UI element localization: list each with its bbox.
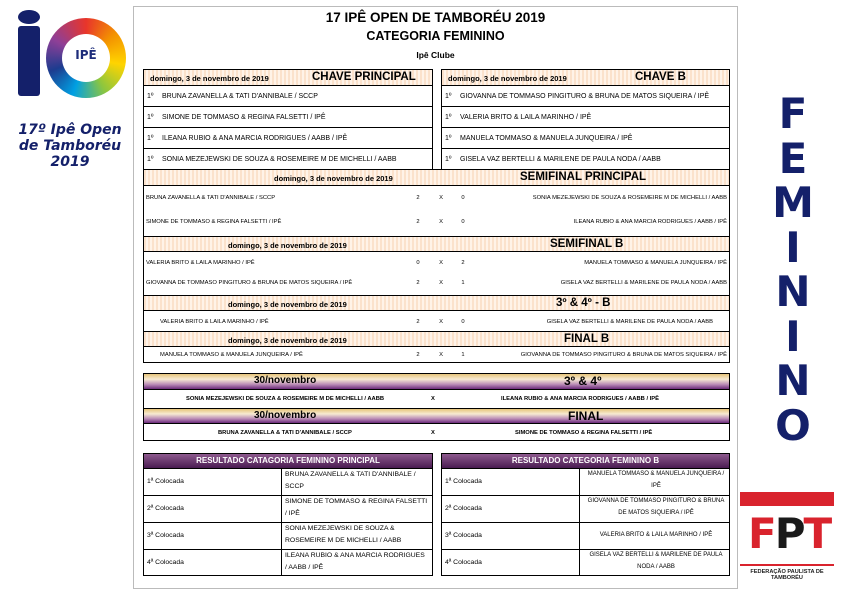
semifinal-b-title: SEMIFINAL B: [550, 238, 624, 250]
table-row: 3ª Colocada SONIA MEZEJEWSKI DE SOUZA & ROSEMEIRE M DE MICHELLI / AABB: [144, 522, 432, 549]
resultado-b-table: [441, 453, 730, 576]
table-row: 1º MANUELA TOMMASO & MANUELA JUNQUEIRA / IPÊ: [442, 129, 729, 149]
resultado-principal-table: [143, 453, 433, 576]
table-row: 4ª Colocada ILEANA RUBIO & ANA MARCIA RODRIGUES / AABB / IPÊ: [144, 549, 432, 576]
terceiro-principal-title: 3º & 4º: [564, 374, 602, 388]
table-row: 1º GIOVANNA DE TOMMASO PINGITURO & BRUNA DE MATOS SIQUEIRA / IPÊ: [442, 87, 729, 107]
table-row: 1º ILEANA RUBIO & ANA MARCIA RODRIGUES / AABB / IPÊ: [144, 129, 432, 149]
table-row: 1º VALERIA BRITO & LAILA MARINHO / IPÊ: [442, 108, 729, 128]
fpt-mark: FPT: [748, 509, 831, 558]
match-row: SIMONE DE TOMMASO & REGINA FALSETTI / IPÊ 2 X 0 ILEANA RUBIO & ANA MARCIA RODRIGUES / AABB / IPÊ: [146, 219, 727, 225]
logo-i-stem: [18, 26, 40, 96]
terceiro-principal-date: 30/novembro: [254, 375, 317, 386]
chave-principal-table: domingo, 3 de novembro de 2019 CHAVE PRINCIPAL 1º BRUNA ZAVANELLA & TATI D'ANNIBALE / SCCP 1º SIMONE DE TOMMASO & REGINA FALSETTI / IPÊ 1º ILEANA RUBIO & ANA MARCIA RODRIGUES / AABB / IPÊ 1º SONIA MEZEJEWSKI DE SOUZA & ROSEMEIRE M DE MICHELLI / AABB: [143, 69, 433, 170]
table-row: 1º GISELA VAZ BERTELLI & MARILENE DE PAULA NODA / AABB: [445, 156, 661, 163]
match-row: SONIA MEZEJEWSKI DE SOUZA & ROSEMEIRE M DE MICHELLI / AABB X ILEANA RUBIO & ANA MARCIA RODRIGUES / AABB / IPÊ: [186, 396, 660, 402]
category-title: CATEGORIA FEMININO: [366, 29, 505, 43]
fpt-name: FEDERAÇÃO PAULISTA DE TAMBORÉU: [740, 564, 834, 581]
table-row: 1º BRUNA ZAVANELLA & TATI D'ANNIBALE / SCCP: [144, 87, 432, 107]
logo-title: 17º Ipê Open de Tamboréu 2019: [18, 122, 122, 170]
tournament-sheet: [133, 6, 738, 589]
table-row: 1º SONIA MEZEJEWSKI DE SOUZA & ROSEMEIRE M DE MICHELLI / AABB: [147, 156, 397, 163]
final-principal-title: FINAL: [568, 409, 604, 423]
resultado-b-title: RESULTADO CATEGORIA FEMININO B: [442, 454, 729, 468]
table-row: 1º SIMONE DE TOMMASO & REGINA FALSETTI / IPÊ: [144, 108, 432, 128]
match-row: VALERIA BRITO & LAILA MARINHO / IPÊ 0 X 2 MANUELA TOMMASO & MANUELA JUNQUEIRA / IPÊ: [146, 260, 727, 266]
page-title: 17 IPÊ OPEN DE TAMBORÉU 2019: [325, 10, 546, 25]
match-row: BRUNA ZAVANELLA & TATI D'ANNIBALE / SCCP 2 X 0 SONIA MEZEJEWSKI DE SOUZA & ROSEMEIRE M DE MICHELLI / AABB: [146, 195, 727, 201]
match-row: BRUNA ZAVANELLA & TATI D'ANNIBALE / SCCP X SIMONE DE TOMMASO & REGINA FALSETTI / IPÊ: [218, 430, 653, 436]
logo-word: IPÊ: [75, 48, 97, 62]
venue: Ipê Clube: [416, 50, 455, 60]
match-row: GIOVANNA DE TOMMASO PINGITURO & BRUNA DE MATOS SIQUEIRA / IPÊ 2 X 1 GISELA VAZ BERTELLI & MARILENE DE PAULA NODA / AABB: [146, 280, 727, 286]
table-row: 1ª Colocada MANUELA TOMMASO & MANUELA JUNQUEIRA / IPÊ: [442, 468, 729, 495]
table-row: 3ª Colocada VALERIA BRITO & LAILA MARINHO / IPÊ: [442, 522, 729, 549]
table-row: 1ª Colocada BRUNA ZAVANELLA & TATI D'ANNIBALE / SCCP: [144, 468, 432, 495]
match-row: MANUELA TOMMASO & MANUELA JUNQUEIRA / IPÊ 2 X 1 GIOVANNA DE TOMMASO PINGITURO & BRUNA DE MATOS SIQUEIRA / IPÊ: [160, 352, 727, 358]
final-b-title: FINAL B: [564, 333, 610, 345]
finals-principal-table: [143, 373, 730, 441]
logo-i-dot: [18, 10, 40, 24]
feminino-vertical-title: F E M I N I N O: [772, 89, 814, 450]
semifinal-principal-title: SEMIFINAL PRINCIPAL: [520, 171, 647, 183]
chave-b-table: domingo, 3 de novembro de 2019 CHAVE B 1º GIOVANNA DE TOMMASO PINGITURO & BRUNA DE MATOS SIQUEIRA / IPÊ 1º VALERIA BRITO & LAILA MARINHO / IPÊ 1º MANUELA TOMMASO & MANUELA JUNQUEIRA / IPÊ 1º GISELA VAZ BERTELLI & MARILENE DE PAULA NODA / AABB: [441, 69, 730, 170]
table-row: 4ª Colocada GISELA VAZ BERTELLI & MARILENE DE PAULA NODA / AABB: [442, 549, 729, 576]
resultado-principal-title: RESULTADO CATAGORIA FEMININO PRINCIPAL: [144, 454, 432, 468]
chave-principal-title: CHAVE PRINCIPAL: [312, 71, 416, 83]
chave-b-title: CHAVE B: [635, 71, 686, 83]
terceiro-b-title: 3º & 4º - B: [556, 297, 611, 309]
matches-table: domingo, 3 de novembro de 2019 SEMIFINAL PRINCIPAL BRUNA ZAVANELLA & TATI D'ANNIBALE / SCCP 2 X 0 SONIA MEZEJEWSKI DE SOUZA & ROSEMEIRE M DE MICHELLI / AABB SIMONE DE TOMMASO & REGINA FALSETTI / IPÊ 2 X 0 ILEANA RUBIO & ANA MARCIA RODRIGUES / AABB / IPÊ domingo, 3 de novembro de 2019 SEMIFINAL B VALERIA BRITO & LAILA MARINHO / IPÊ 0 X 2 MANUELA TOMMASO & MANUELA JUNQUEIRA / IPÊ GIOVANNA DE TOMMASO PINGITURO & BRUNA DE MATOS SIQUEIRA / IPÊ 2 X 1 GISELA VAZ BERTELLI & MARILENE DE PAULA NODA / AABB domingo, 3 de novembro de 2019 3º & 4º - B VALERIA BRITO & LAILA MARINHO / IPÊ 2 X 0 GISELA VAZ BERTELLI & MARILENE DE PAULA NODA / AABB domingo, 3 de novembro de 2019 FINAL B MANUELA TOMMASO & MANUELA JUNQUEIRA / IPÊ 2 X 1 GIOVANNA DE TOMMASO PINGITURO & BRUNA DE MATOS SIQUEIRA / IPÊ: [143, 169, 730, 363]
fpt-logo: [740, 492, 834, 588]
final-principal-date: 30/novembro: [254, 410, 317, 421]
ipe-open-logo: [10, 6, 130, 171]
table-row: 2ª Colocada GIOVANNA DE TOMMASO PINGITURO & BRUNA DE MATOS SIQUEIRA / IPÊ: [442, 495, 729, 522]
table-row: 2ª Colocada SIMONE DE TOMMASO & REGINA FALSETTI / IPÊ: [144, 495, 432, 522]
match-row: VALERIA BRITO & LAILA MARINHO / IPÊ 2 X 0 GISELA VAZ BERTELLI & MARILENE DE PAULA NODA / AABB: [160, 319, 713, 325]
